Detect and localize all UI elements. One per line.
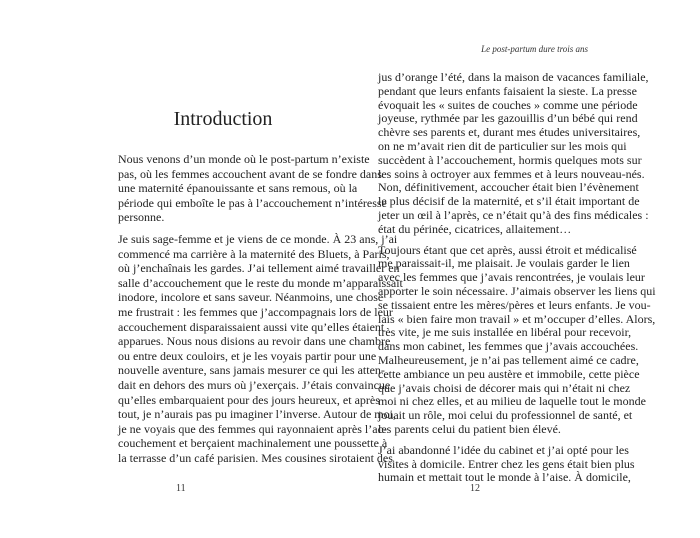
text-line: chèvre ses parents et, durant mes études universitaires,: [378, 125, 641, 140]
text-line: état du périnée, cicatrices, allaitement…: [378, 221, 572, 236]
text-line: apparues. Nous nous disions au revoir dans une chambre: [118, 334, 391, 349]
text-line: qu’elles embarquaient pour des jours heureux, et après: [118, 392, 380, 407]
text-line: salle d’accouchement que le reste du monde m’apparaissait: [118, 275, 403, 290]
text-line: me frustrait : les femmes que j’accompagnais lors de leur: [118, 304, 393, 319]
text-line: Toujours étant que cet après, aussi étroit et médicalisé: [378, 242, 637, 257]
text-line: ou entre deux couloirs, et je les voyais partir pour une: [118, 348, 377, 363]
text-line: où j’enchaînais les gardes. J’ai tellement aimé travailler en: [118, 261, 400, 276]
text-line: accouchement disparaissaient aussi vite qu’elles étaient: [118, 319, 385, 334]
text-line: couchement et berçaient machinalement une poussette à: [118, 436, 388, 451]
text-line: succèdent à l’accouchement, hormis quelques mots sur: [378, 152, 642, 167]
page-number: 12: [470, 483, 480, 494]
text-line: se tissaient entre les mères/pères et leurs enfants. Je vou-: [378, 297, 651, 312]
text-line: Malheureusement, je n’ai pas tellement aimé ce cadre,: [378, 352, 639, 367]
text-line: tout, je n’aurais pas pu imaginer l’inverse. Autour de moi,: [118, 407, 396, 422]
page-number: 11: [176, 483, 186, 494]
text-line: jus d’orange l’été, dans la maison de vacances familiale,: [378, 70, 649, 84]
text-line: les parents celui du patient bien élevé.: [378, 421, 561, 436]
paragraph: [118, 152, 387, 225]
text-line: période qui emboîte le pas à l’accouchement n’intéresse: [118, 195, 387, 210]
text-line: dait en dehors des murs où j’exerçais. J’étais convaincue: [118, 377, 391, 392]
text-line: les soins à octroyer aux femmes et à leurs nouveau-nés.: [378, 166, 645, 181]
text-line: apporter le soin nécessaire. J’aimais observer les liens qui: [378, 283, 656, 298]
text-line: que j’avais choisi de décorer mais qui n’était ni chez: [378, 380, 631, 395]
text-line: jeter un œil à l’après, ce n’était qu’à des fins médicales :: [378, 207, 649, 222]
text-line: inodore, incolore et sans saveur. Néanmoins, une chose: [118, 290, 384, 305]
text-line: me paraissait-il, me plaisait. Je voulais garder le lien: [378, 256, 630, 271]
text-line: lais « bien faire mon travail » et m’occuper d’elles. Alors,: [378, 311, 656, 326]
text-line: Non, définitivement, accoucher était bien l’évènement: [378, 180, 639, 195]
text-line: évoquait les « suites de couches » comme une période: [378, 97, 638, 112]
text-line: moi ni chez elles, et au milieu de laquelle tout le monde: [378, 394, 646, 409]
right-page: [350, 0, 700, 538]
paragraph: [118, 231, 403, 466]
paragraph: [378, 442, 635, 485]
text-line: joyeuse, rythmée par les gazouillis d’un bébé qui rend: [378, 111, 638, 126]
paragraph: [378, 70, 649, 237]
text-line: nouvelle aventure, sans jamais mesurer ce qui les atten-: [118, 363, 385, 378]
text-line: très vite, je me suis installée en libéral pour recevoir,: [378, 325, 632, 340]
text-line: dans mon cabinet, les femmes que j’avais accouchées.: [378, 339, 639, 354]
left-page-body: [118, 152, 403, 472]
text-line: pendant que leurs enfants faisaient la sieste. La presse: [378, 83, 637, 98]
text-line: J’ai abandonné l’idée du cabinet et j’ai opté pour les: [378, 442, 629, 457]
right-page-body: [378, 70, 656, 492]
running-head: Le post-partum dure trois ans: [481, 44, 588, 54]
text-line: Je suis sage-femme et je viens de ce monde. À 23 ans, j’ai: [118, 231, 398, 246]
text-line: une maternité épanouissante et sans remous, où la: [118, 181, 358, 196]
text-line: je ne voyais que des femmes qui rayonnaient après l’ac-: [118, 421, 387, 436]
text-line: le plus décisif de la maternité, et s’il était important de: [378, 194, 640, 209]
paragraph: [378, 242, 656, 437]
text-line: jouait un rôle, moi celui du professionnel de santé, et: [378, 408, 633, 423]
text-line: humain et mettait tout le monde à l’aise. À domicile,: [378, 470, 631, 485]
text-line: on ne m’avait rien dit de particulier sur les mois qui: [378, 138, 627, 153]
text-line: visites à domicile. Entrer chez les gens était bien plus: [378, 456, 635, 471]
text-line: personne.: [118, 210, 165, 225]
text-line: avec les femmes que j’avais rencontrées, je voulais leur: [378, 270, 645, 285]
text-line: commencé ma carrière à la maternité des Bluets, à Paris,: [118, 246, 390, 261]
text-line: cette ambiance un peu austère et immobile, cette pièce: [378, 366, 640, 381]
text-line: Nous venons d’un monde où le post-partum n’existe: [118, 152, 370, 166]
text-line: pas, où les femmes accouchent avant de se fondre dans: [118, 166, 382, 181]
chapter-title: Introduction: [173, 108, 273, 130]
text-line: la terrasse d’un café parisien. Mes cousines sirotaient des: [118, 450, 393, 465]
